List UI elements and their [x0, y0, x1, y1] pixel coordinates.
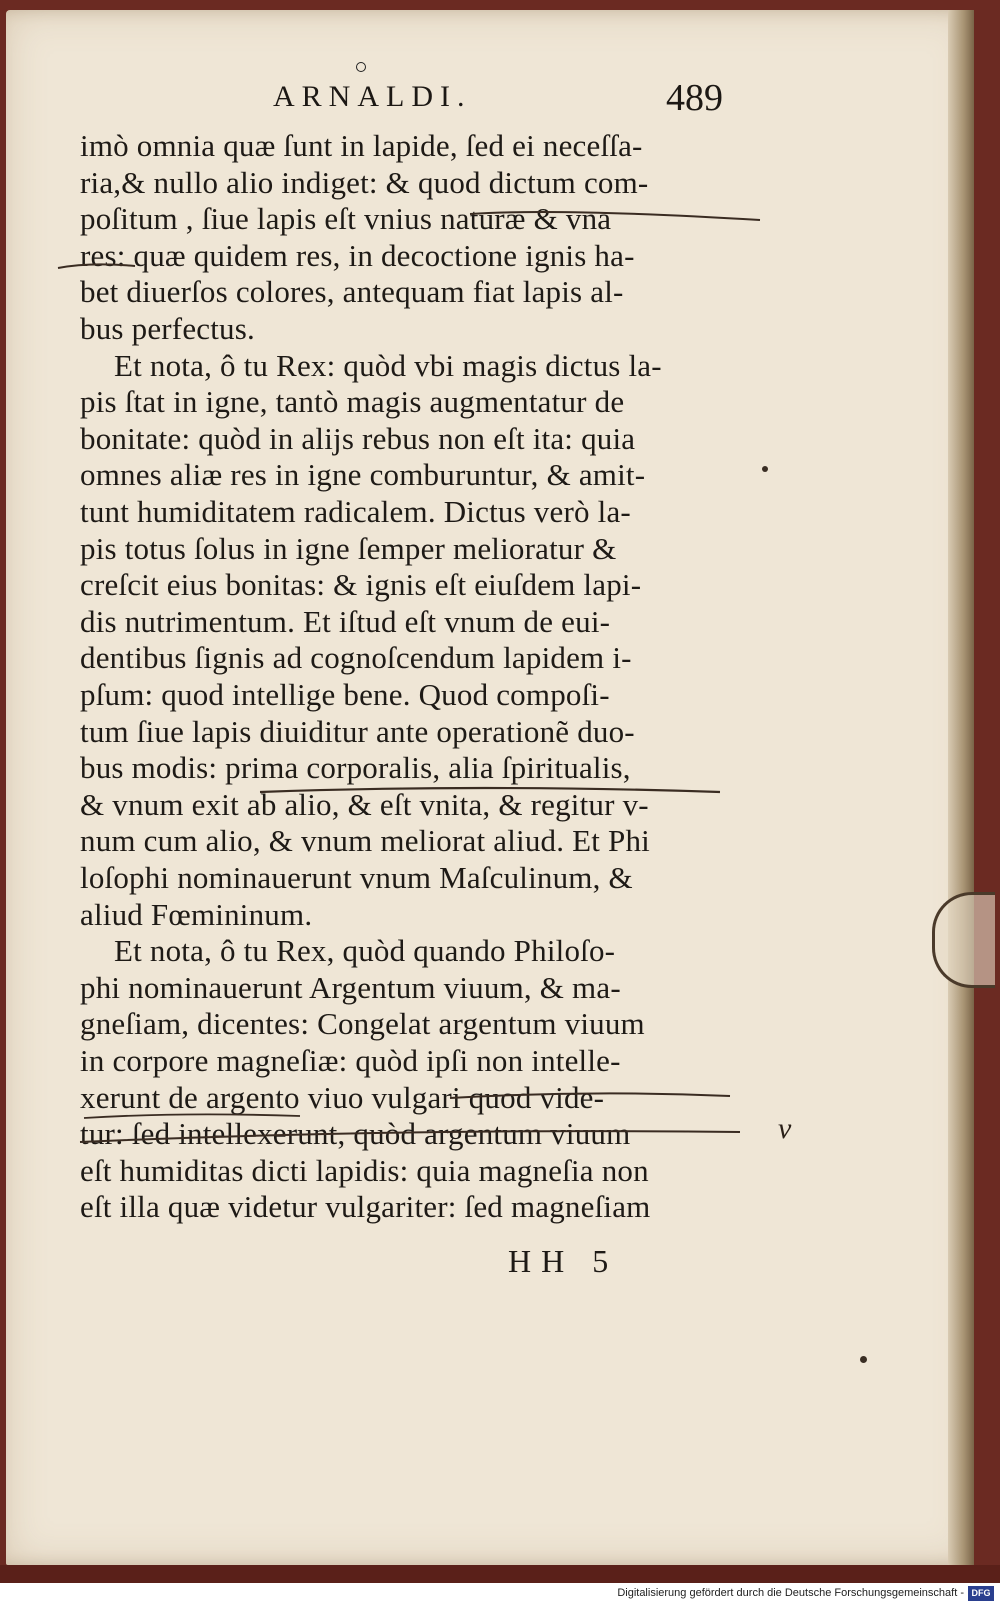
text-line: bonitate: quòd in alijs rebus non eſt ita: quia: [80, 420, 636, 456]
ornament-ring: [356, 62, 366, 72]
text-line: pis ſtat in igne, tantò magis augmentatur de: [80, 384, 625, 420]
text-line: tunt humiditatem radicalem. Dictus verò la-: [80, 494, 631, 529]
text-line: bus perfectus.: [80, 311, 255, 346]
running-head: ARNALDI.: [273, 80, 472, 113]
text-line: eſt illa quæ videtur vulgariter: ſed magneſiam: [80, 1189, 651, 1225]
dfg-logo: DFG: [968, 1586, 994, 1601]
text-line: aliud Fœmininum.: [80, 896, 313, 932]
text-line: bet diuerſos colores, antequam fiat lapis al-: [80, 274, 624, 310]
page-edge: [948, 10, 974, 1575]
text-line: creſcit eius bonitas: & ignis eſt eiuſdem lapi-: [80, 567, 642, 603]
text-line: dis nutrimentum. Et iſtud eſt vnum de eui-: [80, 603, 611, 639]
text-line: Et nota, ô tu Rex, quòd quando Philoſo-: [114, 933, 616, 969]
funding-credit: Digitalisierung gefördert durch die Deutsche Forschungsgemeinschaft -: [617, 1587, 964, 1599]
text-line: ria,& nullo alio indiget: & quod dictum com-: [80, 164, 649, 200]
page-number: 489: [666, 77, 723, 119]
page-tab: [932, 892, 995, 988]
binding-edge: [0, 1565, 1000, 1583]
signature-mark: HH 5: [508, 1243, 619, 1279]
text-line: & vnum exit ab alio, & eſt vnita, & regitur v-: [80, 786, 649, 822]
page-header: [273, 77, 723, 130]
text-line: Et nota, ô tu Rex: quòd vbi magis dictus la-: [114, 347, 662, 383]
text-line: pis totus ſolus in igne ſemper melioratur &: [80, 530, 617, 566]
text-line: in corpore magneſiæ: quòd ipſi non intelle-: [80, 1043, 621, 1078]
text-line: tum ſiue lapis diuiditur ante operationẽ duo-: [80, 713, 635, 749]
text-line: tur: ſed intellexerunt, quòd argentum viuum: [80, 1116, 631, 1152]
text-line: pſum: quod intellige bene. Quod compoſi-: [80, 677, 610, 712]
text-line: dentibus ſignis ad cognoſcendum lapidem i-: [80, 640, 632, 676]
text-line: poſitum , ſiue lapis eſt vnius naturæ & vna: [80, 201, 612, 237]
text-line: xerunt de argento viuo vulgari quod vide-: [80, 1079, 605, 1115]
text-line: num cum alio, & vnum meliorat aliud. Et Phi: [80, 823, 650, 859]
text-line: bus modis: prima corporalis, alia ſpiritualis,: [80, 750, 631, 786]
footer: [0, 1583, 1000, 1605]
margin-note: v: [778, 1112, 792, 1145]
text-line: phi nominauerunt Argentum viuum, & ma-: [80, 969, 621, 1005]
text-line: imò omnia quæ ſunt in lapide, ſed ei neceſſa-: [80, 128, 643, 163]
text-line: res: quæ quidem res, in decoctione ignis ha-: [80, 237, 635, 273]
ink-speck: [762, 466, 768, 472]
text-line: gneſiam, dicentes: Congelat argentum viuum: [80, 1006, 645, 1042]
ink-speck: [860, 1356, 867, 1363]
text-line: loſophi nominauerunt vnum Maſculinum, &: [80, 860, 633, 895]
text-line: eſt humiditas dicti lapidis: quia magneſia non: [80, 1152, 649, 1188]
text-line: omnes aliæ res in igne comburuntur, & amit-: [80, 457, 646, 493]
